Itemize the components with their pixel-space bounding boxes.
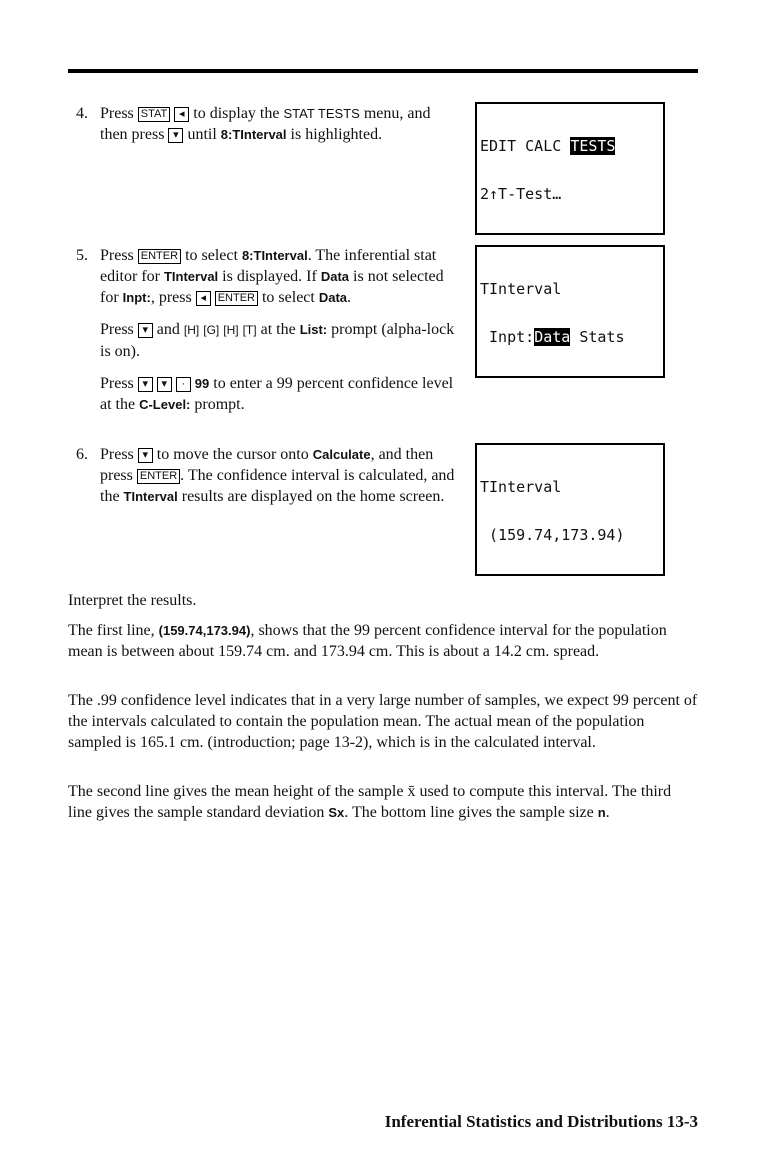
menu-item xyxy=(480,234,663,235)
down-arrow-key: ▾ xyxy=(138,377,153,392)
stat-key: STAT xyxy=(138,107,170,122)
alpha-key-h: [H] xyxy=(183,323,200,337)
para-confidence: The .99 confidence level indicates that in a very large number of samples, we expect 99 percent of the intervals calculated to contain the population mean. The actual mean of the population sampled is 165.1 cm. (introduction; page 13-2), which is in the calculated interval. xyxy=(68,692,698,751)
step-6 xyxy=(76,444,461,518)
inpt-data-option: Data xyxy=(534,328,571,346)
calculator-screen-tinterval-results xyxy=(475,443,665,576)
enter-key: ENTER xyxy=(215,291,258,306)
down-arrow-key: ▾ xyxy=(157,377,172,392)
inpt-row: Inpt:Data Stats xyxy=(480,328,625,346)
calculator-screen-tests-menu xyxy=(475,102,665,235)
down-arrow-key: ▾ xyxy=(168,128,183,143)
alpha-key-h: [H] xyxy=(223,323,239,337)
menu-tab-tests: TESTS xyxy=(570,137,616,155)
left-arrow-key: ◂ xyxy=(196,291,211,306)
step-number: 6. xyxy=(76,446,88,463)
left-arrow-key: ◂ xyxy=(174,107,189,122)
step-5-text-1: Press ENTER to select 8:TInterval. The inferential stat editor for TInterval is displayed. If Data is not selected for Inpt:, press ◂ ENTER to select Data. xyxy=(100,247,444,306)
down-arrow-key: ▾ xyxy=(138,323,153,338)
page-footer: Inferential Statistics and Distributions 13-3 xyxy=(384,1112,698,1131)
result-title: TInterval xyxy=(480,478,562,496)
decimal-key: · xyxy=(176,377,191,392)
result-mean xyxy=(480,575,663,576)
step-5 xyxy=(76,245,461,426)
step-6-text: Press ▾ to move the cursor onto Calculate, and then press ENTER . The confidence interval is calculated, and the TInterval results are displayed on the home screen. xyxy=(100,446,455,505)
menu-header xyxy=(480,138,663,154)
top-rule xyxy=(68,69,698,73)
calculator-screen-tinterval-editor xyxy=(475,245,665,378)
para-first-line: The first line, (159.74,173.94), shows that the 99 percent confidence interval for the population mean is between about 159.74 cm. and 173.94 cm. This is about a 14.2 cm. spread. xyxy=(68,622,667,660)
alpha-key-t: [T] xyxy=(242,323,257,337)
enter-key: ENTER xyxy=(137,469,180,484)
menu-tab-edit: EDIT xyxy=(480,137,517,155)
inpt-stats-option: Stats xyxy=(570,328,625,346)
enter-key: ENTER xyxy=(138,249,181,264)
step-number: 4. xyxy=(76,105,88,122)
step-number: 5. xyxy=(76,247,88,264)
step-5-text-2: Press ▾ and [H] [G] [H] [T] at the List: prompt (alpha-lock is on). xyxy=(100,321,455,360)
para-second-line: The second line gives the mean height of the sample x̄ used to compute this interval. The third line gives the sample standard deviation Sx. The bottom line gives the sample size n. xyxy=(68,783,672,821)
editor-title: TInterval xyxy=(480,280,562,298)
step-5-text-3: Press ▾ ▾ · 99 to enter a 99 percent confidence level at the C-Level: prompt. xyxy=(100,375,454,413)
menu-tab-calc: CALC xyxy=(525,137,562,155)
alpha-key-g: [G] xyxy=(203,323,220,337)
down-arrow-key: ▾ xyxy=(138,448,153,463)
list-row xyxy=(480,377,663,378)
menu-item: 2↑T-Test… xyxy=(480,185,562,203)
para-interpret: Interpret the results. xyxy=(68,592,197,609)
step-4 xyxy=(76,103,461,156)
list-value xyxy=(534,376,570,378)
result-interval: (159.74,173.94) xyxy=(480,526,625,544)
step-4-text: Press STAT ◂ to display the STAT TESTS menu, and then press ▾ until 8:TInterval is highlighted. xyxy=(100,105,431,143)
